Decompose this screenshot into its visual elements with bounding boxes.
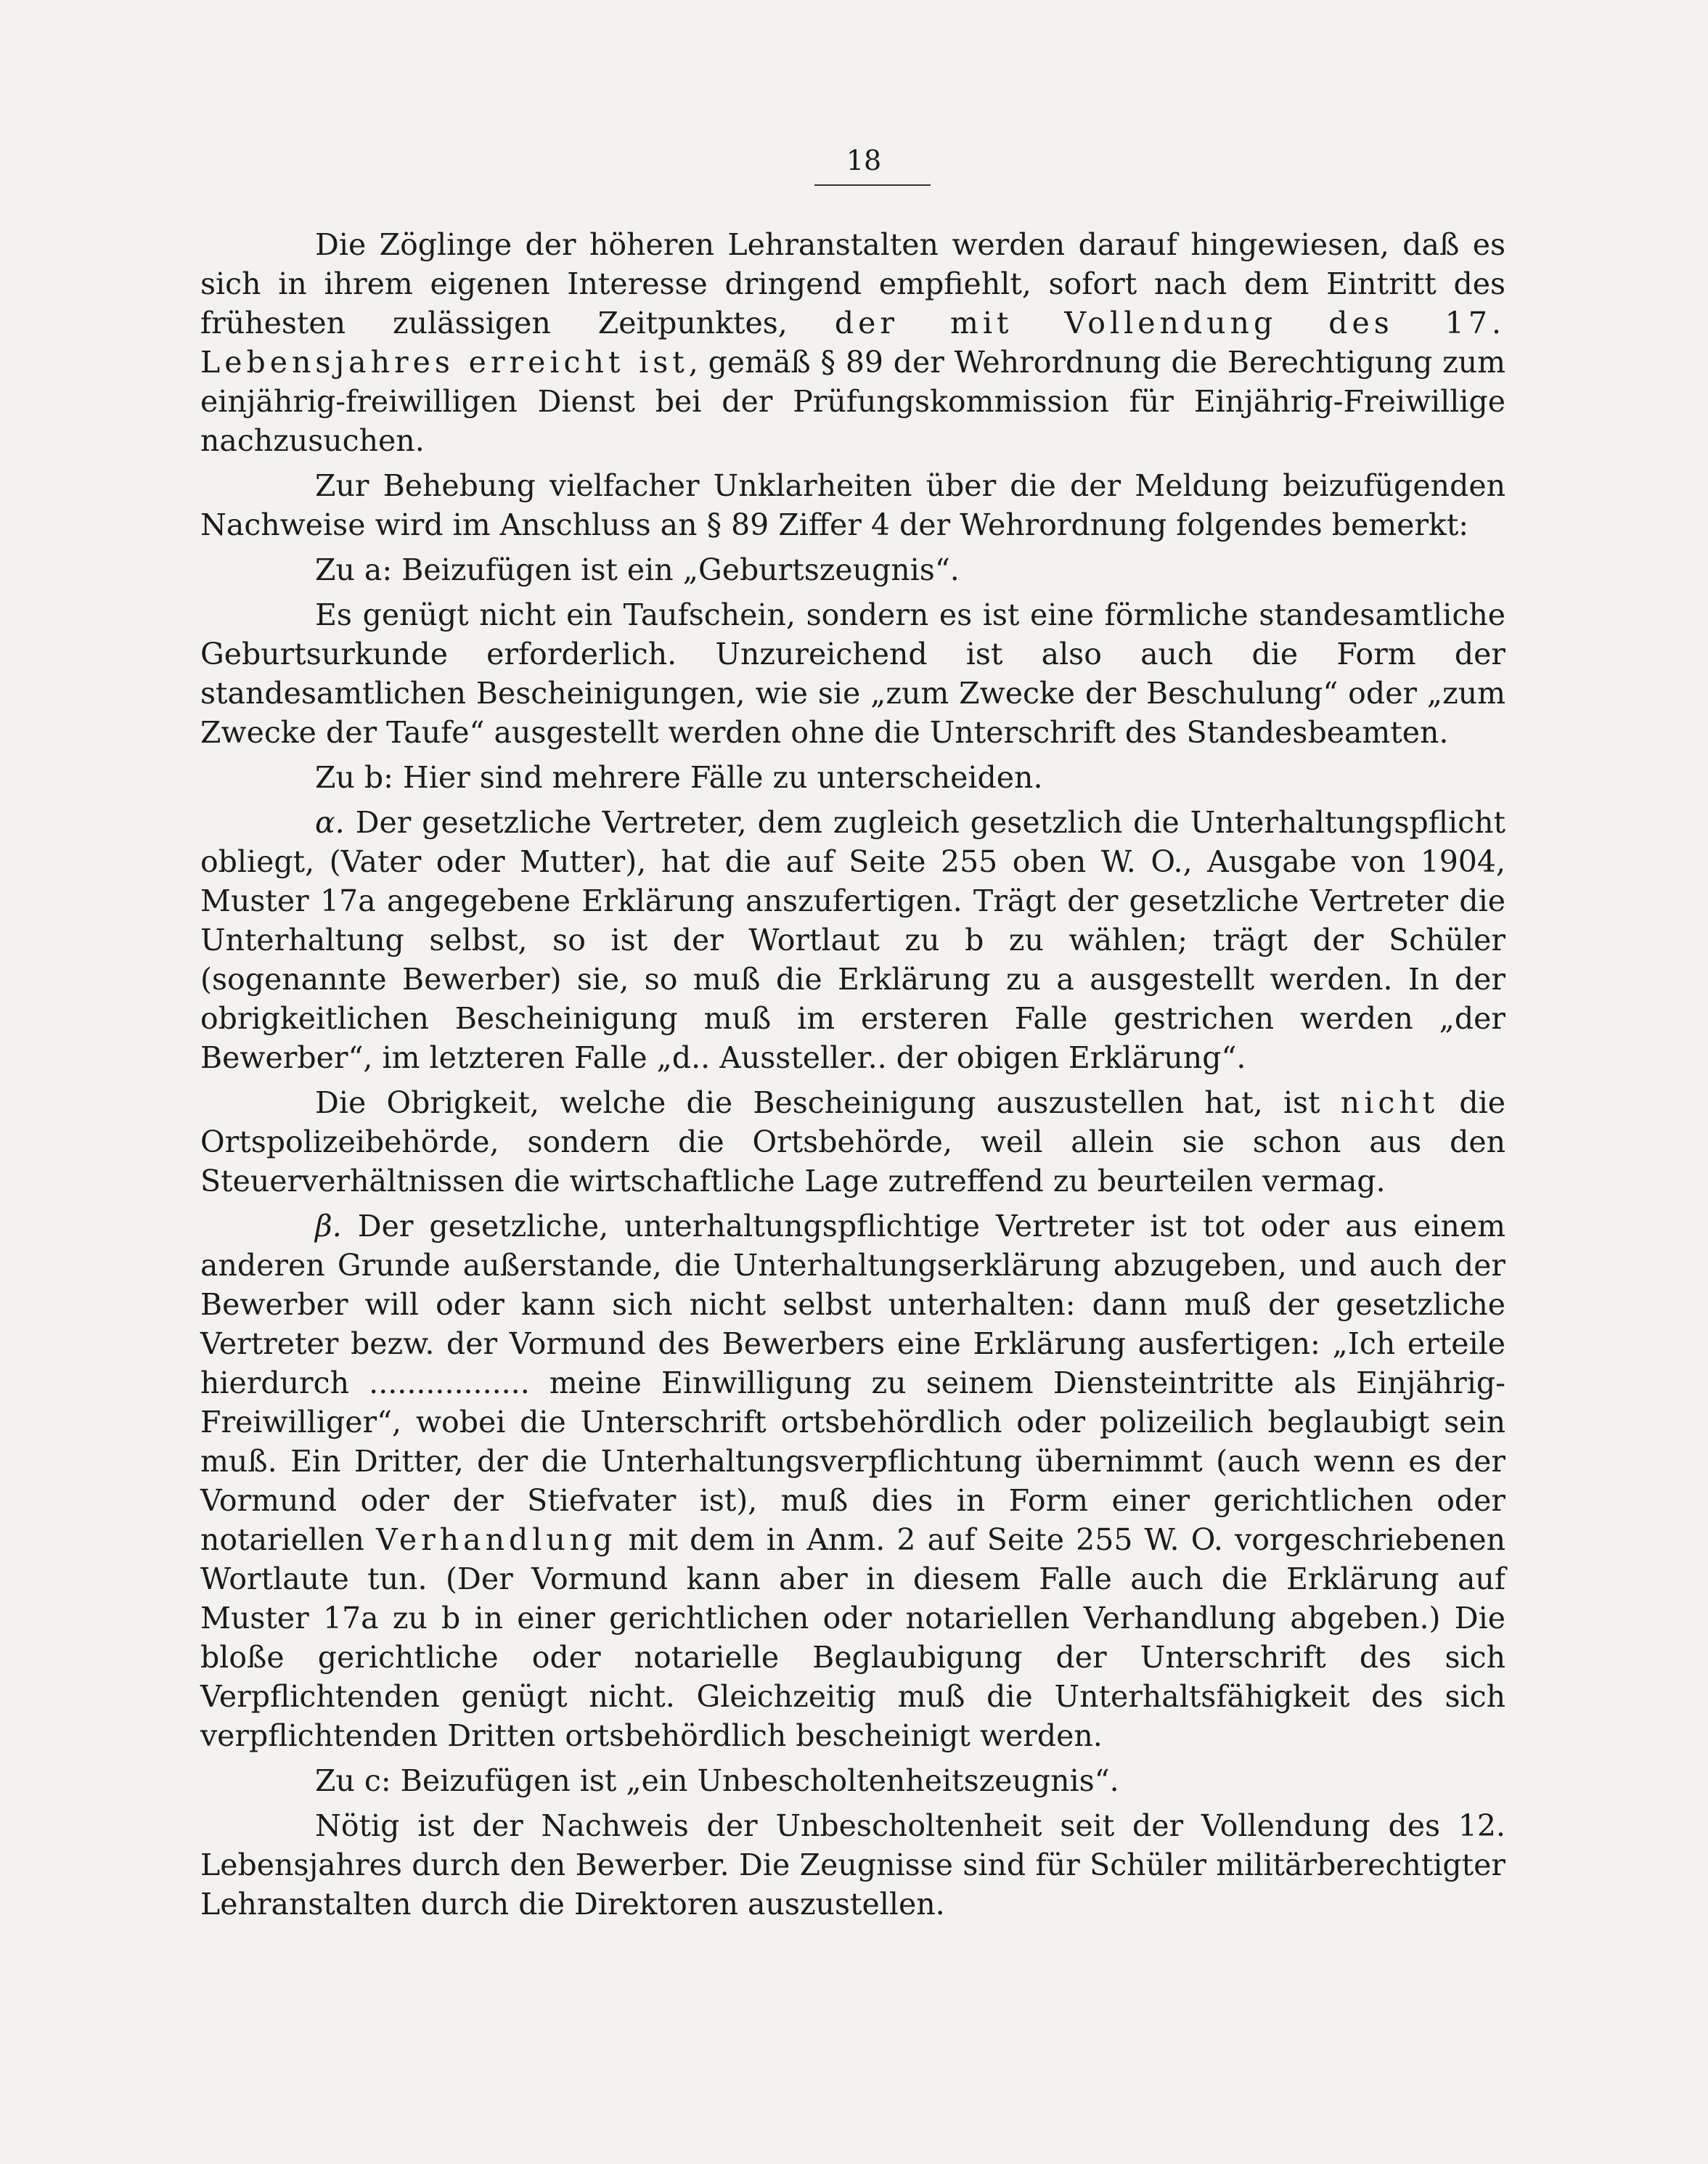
paragraph (200, 1761, 1505, 1800)
paragraph (200, 550, 1505, 589)
emphasized-text: nicht (1340, 1085, 1439, 1120)
text-segment: Der gesetzliche Vertreter, dem zugleich gesetzlich die Unterhaltungspflicht obliegt, (Vater oder Mutter), hat die auf Seite 255 oben W. O., Ausgabe von 1904, Muster 17a angegebene Erklärung anszufertigen. Trägt der gesetzliche Vertreter die Unterhaltung selbst, so ist der Wortlaut zu b zu wählen; trägt der Schüler (sogenannte Bewerber) sie, so muß die Erklärung zu a ausgestellt werden. In der obrigkeitlichen Bescheinigung muß im ersteren Falle gestrichen werden „der Bewerber“, im letzteren Falle „d.. Aussteller.. der obigen Erklärung“. (200, 805, 1505, 1075)
emphasized-text: der mit Vollendung des 17. Lebensjahres erreicht ist (200, 306, 1505, 380)
text-segment: Zu c: Beizufügen ist „ein Unbescholtenheitszeugnis“. (315, 1763, 1119, 1798)
text-segment: Nötig ist der Nachweis der Unbescholtenheit seit der Vollendung des 12. Lebensjahres durch den Bewerber. Die Zeugnisse sind für Schüler militärberechtigter Lehranstalten durch die Direktoren auszustellen. (200, 1808, 1505, 1922)
text-segment: Es genügt nicht ein Taufschein, sondern es ist eine förmliche standesamtliche Geburtsurkunde erforderlich. Unzureichend ist also auch die Form der standesamtlichen Bescheinigungen, wie sie „zum Zwecke der Beschulung“ oder „zum Zwecke der Taufe“ ausgestellt werden ohne die Unterschrift des Standesbeamten. (200, 597, 1505, 750)
text-segment: mit dem in Anm. 2 auf Seite 255 W. O. vorgeschriebenen Wortlaute tun. (Der Vormund kann aber in diesem Falle auch die Erklärung auf Muster 17a zu b in einer gerichtlichen oder notariellen Verhandlung abgeben.) Die bloße gerichtliche oder notarielle Beglaubigung der Unterschrift des sich Verpflichtenden genügt nicht. Gleichzeitig muß die Unterhaltsfähigkeit des sich verpflichtenden Dritten ortsbehördlich bescheinigt werden. (200, 1522, 1505, 1753)
text-segment: Zur Behebung vielfacher Unklarheiten über die der Meldung beizufügenden Nachweise wird im Anschluss an § 89 Ziffer 4 der Wehrordnung folgendes bemerkt: (200, 468, 1505, 542)
enumeration-marker: α. (315, 805, 345, 840)
text-segment: , gemäß § 89 der Wehrordnung die Berechtigung zum einjährig-freiwilligen Dienst bei der Prüfungskommission für Einjährig-Freiwillige nachzusuchen. (200, 345, 1506, 458)
page-number: 18 (846, 144, 882, 176)
text-segment: Die Obrigkeit, welche die Bescheinigung auszustellen hat, ist (315, 1085, 1341, 1120)
body-text (200, 225, 1505, 1930)
page-number-rule (814, 184, 931, 186)
paragraph (200, 466, 1505, 544)
enumeration-marker: β. (315, 1209, 342, 1244)
paragraph (200, 595, 1505, 752)
emphasized-text: Verhandlung (376, 1522, 617, 1557)
paragraph (200, 1206, 1505, 1755)
paragraph (200, 758, 1505, 797)
text-segment: die Ortspolizeibehörde, sondern die Ortsbehörde, weil allein sie schon aus den Steuerverhältnissen die wirtschaftliche Lage zutreffend zu beurteilen vermag. (200, 1085, 1506, 1199)
paragraph (200, 803, 1505, 1077)
text-segment: Die Zöglinge der höheren Lehranstalten werden darauf hingewiesen, daß es sich in ihrem eigenen Interesse dringend empfiehlt, sofort nach dem Eintritt des frühesten zulässigen Zeitpunktes, (200, 227, 1505, 340)
text-segment: Zu a: Beizufügen ist ein „Geburtszeugnis“. (315, 552, 960, 587)
paragraph (200, 1806, 1505, 1924)
paragraph (200, 1083, 1505, 1201)
text-segment: Der gesetzliche, unterhaltungspflichtige Vertreter ist tot oder aus einem anderen Grunde außerstande, die Unterhaltungserklärung abzugeben, und auch der Bewerber will oder kann sich nicht selbst unterhalten: dann muß der gesetzliche Vertreter bezw. der Vormund des Bewerbers eine Erklärung ausfertigen: „Ich erteile hierdurch ................. meine Einwilligung zu seinem Diensteintritte als Einjährig-Freiwilliger“, wobei die Unterschrift ortsbehördlich oder polizeilich beglaubigt sein muß. Ein Dritter, der die Unterhaltungsverpflichtung übernimmt (auch wenn es der Vormund oder der Stiefvater ist), muß dies in Form einer gerichtlichen oder notariellen (200, 1209, 1505, 1557)
text-segment: Zu b: Hier sind mehrere Fälle zu unterscheiden. (315, 760, 1043, 795)
paragraph (200, 225, 1505, 460)
